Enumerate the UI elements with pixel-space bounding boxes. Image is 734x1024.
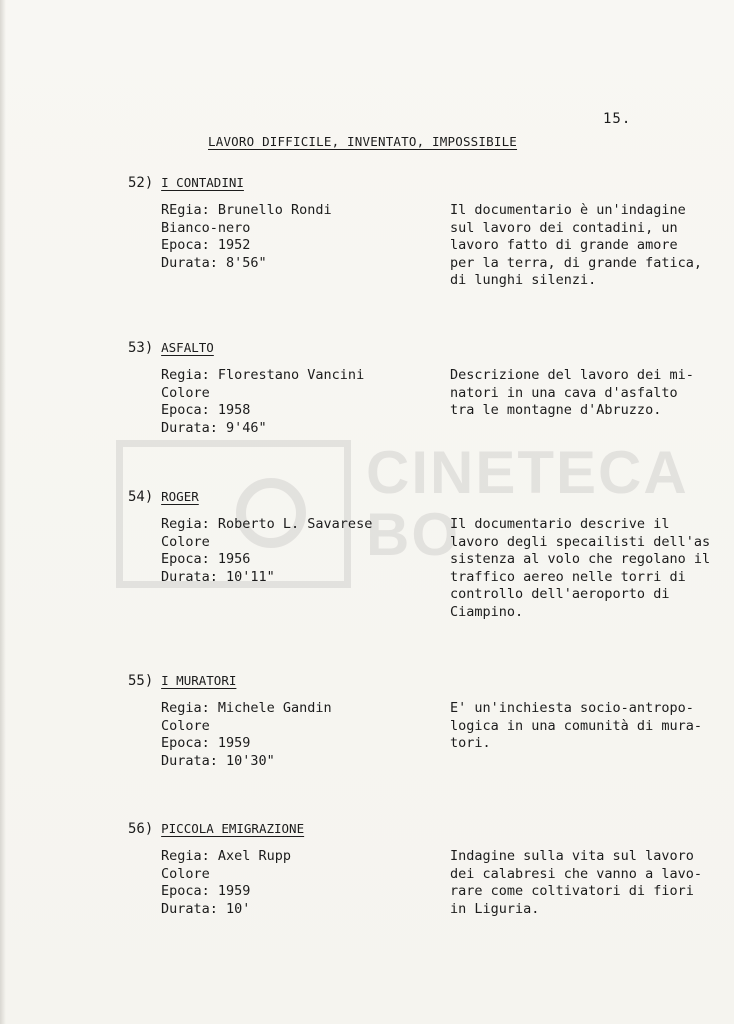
detail-regia: Regia: Florestano Vancini xyxy=(161,367,365,383)
detail-format: Colore xyxy=(161,533,210,550)
description-line: dei calabresi che vanno a lavo- xyxy=(450,865,702,882)
detail-format: Colore xyxy=(161,717,210,734)
description-line: Il documentario è un'indagine xyxy=(450,202,686,218)
entry-details xyxy=(161,516,372,586)
entry-description xyxy=(450,202,734,290)
detail-durata: Durata: 10'11" xyxy=(161,568,275,585)
description-line: in Liguria. xyxy=(450,900,540,917)
entry-title: I MURATORI xyxy=(161,673,237,688)
detail-regia: Regia: Axel Rupp xyxy=(161,848,292,864)
description-line: Indagine sulla vita sul lavoro xyxy=(450,848,694,864)
detail-format: Colore xyxy=(161,384,210,401)
detail-format: Bianco-nero xyxy=(161,219,251,236)
description-line: rare come coltivatori di fiori xyxy=(450,883,694,899)
entry-heading xyxy=(128,340,214,356)
description-line: Descrizione del lavoro dei mi- xyxy=(450,367,694,383)
description-line: natori in una cava d'asfalto xyxy=(450,384,678,401)
entry-title: I CONTADINI xyxy=(161,175,244,190)
entry-details xyxy=(161,202,332,272)
description-line: logica in una comunità di mura- xyxy=(450,717,702,734)
entry-heading xyxy=(128,489,199,505)
entry-title: ROGER xyxy=(161,489,199,504)
description-line: per la terra, di grande fatica, xyxy=(450,254,702,271)
description-line: sistenza al volo che regolano il xyxy=(450,551,711,567)
description-line: controllo dell'aeroporto di xyxy=(450,586,670,602)
page-title: LAVORO DIFFICILE, INVENTATO, IMPOSSIBILE xyxy=(208,134,518,149)
description-line: lavoro degli specailisti dell'as xyxy=(450,533,711,550)
description-line: E' un'inchiesta socio-antropo- xyxy=(450,700,694,716)
entry-number: 54) xyxy=(128,489,154,505)
description-line: tori. xyxy=(450,735,491,751)
detail-format: Colore xyxy=(161,865,210,882)
entry-description xyxy=(450,848,734,918)
description-line: Il documentario descrive il xyxy=(450,516,670,532)
entry-description xyxy=(450,700,734,753)
detail-durata: Durata: 9'46" xyxy=(161,419,267,436)
entry-details xyxy=(161,700,332,770)
description-line: Ciampino. xyxy=(450,603,524,620)
description-line: sul lavoro dei contadini, un xyxy=(450,219,678,236)
detail-epoca: Epoca: 1959 xyxy=(161,735,251,751)
description-line: di lunghi silenzi. xyxy=(450,272,597,288)
detail-durata: Durata: 10' xyxy=(161,900,251,917)
description-line: lavoro fatto di grande amore xyxy=(450,237,678,253)
entry-number: 56) xyxy=(128,821,154,837)
detail-epoca: Epoca: 1959 xyxy=(161,883,251,899)
entry-heading xyxy=(128,821,304,837)
entry-number: 53) xyxy=(128,340,154,356)
entry-number: 55) xyxy=(128,673,154,689)
detail-regia: Regia: Michele Gandin xyxy=(161,700,332,716)
detail-durata: Durata: 8'56" xyxy=(161,254,267,271)
detail-epoca: Epoca: 1956 xyxy=(161,551,251,567)
detail-regia: REgia: Brunello Rondi xyxy=(161,202,332,218)
entry-title: PICCOLA EMIGRAZIONE xyxy=(161,821,305,836)
page-edge-shadow xyxy=(0,0,6,1024)
entry-number: 52) xyxy=(128,175,154,191)
description-line: traffico aereo nelle torri di xyxy=(450,568,686,585)
entry-details xyxy=(161,367,364,437)
detail-regia: Regia: Roberto L. Savarese xyxy=(161,516,373,532)
entry-description xyxy=(450,516,734,621)
detail-durata: Durata: 10'30" xyxy=(161,752,275,769)
detail-epoca: Epoca: 1952 xyxy=(161,237,251,253)
entry-title: ASFALTO xyxy=(161,340,214,355)
detail-epoca: Epoca: 1958 xyxy=(161,402,251,418)
entry-details xyxy=(161,848,291,918)
page-number: 15. xyxy=(603,111,632,127)
entry-heading xyxy=(128,673,236,689)
watermark-line-1: CINETECA xyxy=(366,439,689,506)
description-line: tra le montagne d'Abruzzo. xyxy=(450,402,662,418)
entry-heading xyxy=(128,175,244,191)
entry-description xyxy=(450,367,734,420)
watermark-line-2: BO xyxy=(366,501,460,568)
